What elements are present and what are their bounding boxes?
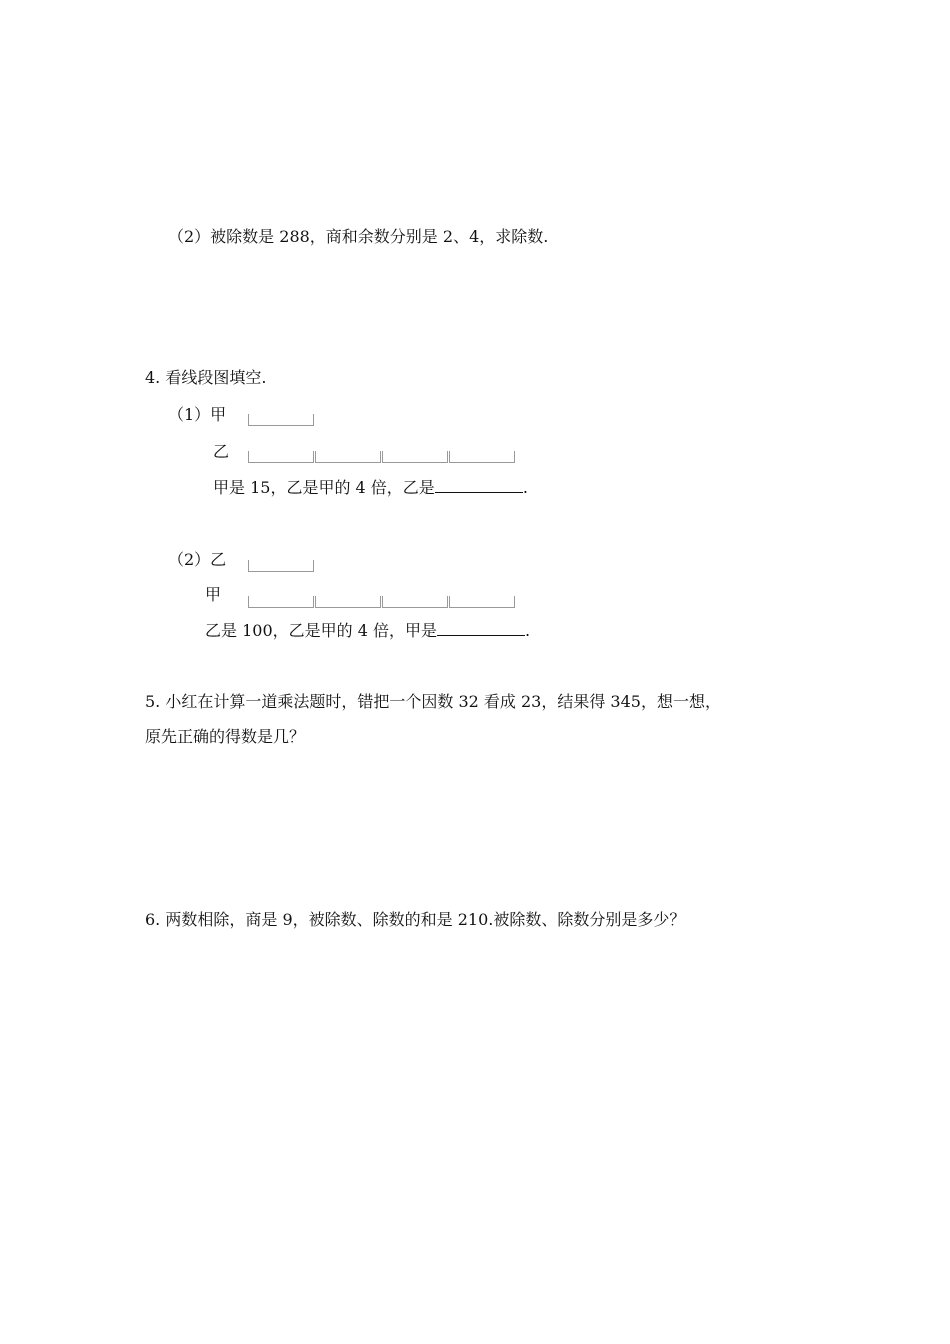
- q4-p2-jia-segment: [449, 597, 515, 608]
- q4-p1-jia-segment: [248, 415, 314, 426]
- q4-p2-sentence: [205, 621, 530, 641]
- q4-p1-text: 甲是 15，乙是甲的 4 倍，乙是: [213, 478, 435, 497]
- q4-p2-label-jia: 甲: [205, 585, 222, 604]
- q4-p1-answer-blank[interactable]: [435, 478, 523, 493]
- q4-p1-yi-segment: [315, 452, 381, 463]
- q4-p1-yi-segment: [382, 452, 448, 463]
- q4-p1-yi-segment: [248, 452, 314, 463]
- q4-p2-label-yi: （2）乙: [168, 550, 227, 569]
- q4-p2-end: .: [524, 621, 531, 640]
- q4-p1-yi-segment: [449, 452, 515, 463]
- question-5-line-2: 原先正确的得数是几？: [145, 727, 306, 746]
- q4-p1-label-yi: 乙: [213, 442, 230, 461]
- q4-p2-jia-segment: [382, 597, 448, 608]
- q4-p2-jia-segment: [248, 597, 314, 608]
- q4-p2-answer-blank[interactable]: [437, 621, 525, 636]
- q4-p2-yi-segment: [248, 561, 314, 572]
- question-6: 6. 两数相除，商是 9，被除数、除数的和是 210.被除数、除数分别是多少？: [145, 910, 686, 929]
- question-4-title: 4. 看线段图填空.: [145, 368, 267, 387]
- q4-p1-sentence: [213, 478, 528, 498]
- q4-p2-jia-segment: [315, 597, 381, 608]
- q4-p2-text: 乙是 100，乙是甲的 4 倍，甲是: [205, 621, 437, 640]
- q4-p1-label-jia: （1）甲: [168, 405, 227, 424]
- question-5-line-1: 5. 小红在计算一道乘法题时，错把一个因数 32 看成 23，结果得 345，想一想，: [145, 692, 721, 711]
- question-3-part-2: （2）被除数是 288，商和余数分别是 2、4，求除数.: [168, 227, 549, 246]
- q4-p1-end: .: [522, 478, 528, 497]
